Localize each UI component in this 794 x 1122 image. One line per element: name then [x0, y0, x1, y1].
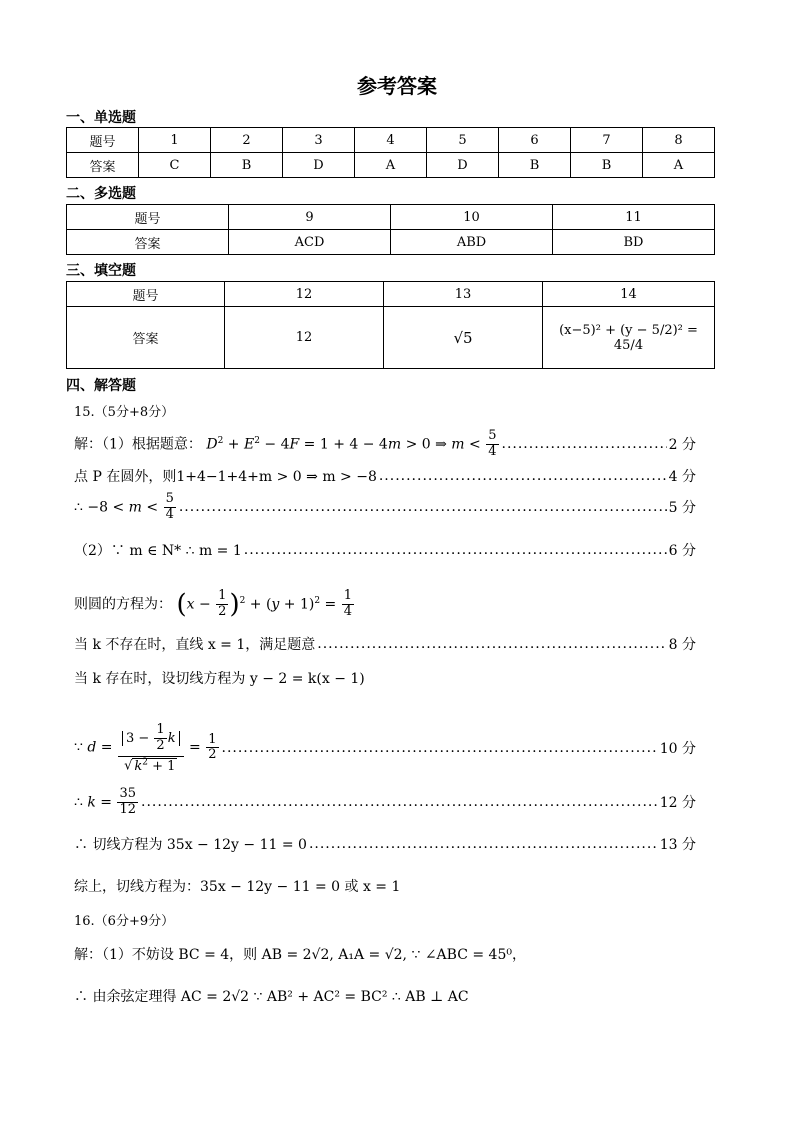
- table-cell: 4: [355, 128, 427, 153]
- q16-line-2: ∴ 由余弦定理得 AC = 2√2 ∵ AB² + AC² = BC² ∴ AB ⊥ AC: [74, 989, 469, 1005]
- table-cell: 8: [643, 128, 715, 153]
- fill-blank-table: [66, 281, 715, 369]
- table-cell: BD: [553, 230, 715, 255]
- table-cell: 答案: [67, 307, 225, 369]
- score-label: 2 分: [668, 437, 696, 453]
- score-label: 13 分: [659, 837, 696, 853]
- q15-line-2: [74, 466, 696, 486]
- table-cell: 1: [139, 128, 211, 153]
- q15-line-6-text: 当 k 不存在时，直线 x = 1，满足题意: [74, 637, 316, 653]
- q15-line-9: ∴ k = $\frac{35}{12}$ ..... 12 分: [74, 782, 696, 822]
- table-row: [67, 205, 715, 230]
- section-heading-fill-blank: 三、填空题: [66, 263, 136, 279]
- table-cell: 题号: [67, 128, 139, 153]
- table-cell: 7: [571, 128, 643, 153]
- table-cell: 题号: [67, 205, 229, 230]
- score-label: 12 分: [659, 795, 696, 811]
- table-cell: D: [283, 153, 355, 178]
- q15-line-4-text: （2）∵ m ∈ N* ∴ m = 1: [74, 543, 242, 559]
- section-heading-solutions: 四、解答题: [66, 378, 136, 394]
- section-heading-single-choice: 一、单选题: [66, 110, 136, 126]
- q15-header: 15.（5分+8分）: [74, 405, 175, 420]
- table-cell: 2: [211, 128, 283, 153]
- table-row: [67, 307, 715, 369]
- q15-line-7: 当 k 存在时，设切线方程为 y − 2 = k(x − 1): [74, 671, 365, 687]
- q15-line-2-text: 点 P 在圆外，则1+4−1+4+m > 0 ⇒ m > −8: [74, 469, 377, 485]
- table-cell: 答案: [67, 230, 229, 255]
- score-label: 6 分: [668, 543, 696, 559]
- section-heading-multi-choice: 二、多选题: [66, 186, 136, 202]
- score-label: 10 分: [659, 741, 696, 757]
- q15-line-11: 综上，切线方程为：35x − 12y − 11 = 0 或 x = 1: [74, 879, 401, 895]
- q15-line-10-text: ∴ 切线方程为 35x − 12y − 11 = 0: [74, 837, 307, 853]
- table-cell: 9: [229, 205, 391, 230]
- table-cell: 10: [391, 205, 553, 230]
- table-cell: 13: [384, 282, 543, 307]
- q15-line-8: ∵ d = 3 − $\frac{1}{2}$ k √ $k^2 + 1$ = $\frac{1}{2}$ ..... 10 分: [74, 710, 696, 786]
- table-cell: A: [355, 153, 427, 178]
- table-cell: 14: [543, 282, 715, 307]
- table-cell: 题号: [67, 282, 225, 307]
- table-row: [67, 153, 715, 178]
- table-cell: D: [427, 153, 499, 178]
- q15-line-4: [74, 540, 696, 560]
- q15-line-5: 则圆的方程为： (x − $\frac{1}{2}$ )$^2 + (y + 1)^2$ = $\frac{1}{4}$: [74, 587, 352, 619]
- table-cell: 3: [283, 128, 355, 153]
- q15-line-6: [74, 634, 696, 654]
- score-label: 8 分: [668, 637, 696, 653]
- table-row: [67, 128, 715, 153]
- q15-line-1-prefix: 解：（1）根据题意：: [74, 436, 202, 452]
- table-row: [67, 282, 715, 307]
- table-cell: 6: [499, 128, 571, 153]
- q15-line-5-prefix: 则圆的方程为：: [74, 596, 172, 612]
- table-cell: 11: [553, 205, 715, 230]
- score-label: 4 分: [668, 469, 696, 485]
- multi-choice-table: [66, 204, 715, 255]
- table-cell: A: [643, 153, 715, 178]
- table-cell: B: [571, 153, 643, 178]
- table-cell: (x−5)² + (y − 5/2)² = 45/4: [543, 307, 715, 369]
- table-cell: C: [139, 153, 211, 178]
- table-cell: ACD: [229, 230, 391, 255]
- table-cell: B: [499, 153, 571, 178]
- q15-line-10: [74, 834, 696, 854]
- table-cell: 12: [225, 307, 384, 369]
- score-label: 5 分: [668, 500, 696, 516]
- table-cell: B: [211, 153, 283, 178]
- page-title: 参考答案: [357, 74, 437, 98]
- q16-line-1: 解：（1）不妨设 BC = 4，则 AB = 2√2, A₁A = √2, ∵ ∠ABC = 45⁰，: [74, 947, 526, 963]
- table-cell: ABD: [391, 230, 553, 255]
- q15-line-1: 解：（1）根据题意： $D^2 + E^2 - 4F = 1 + 4 - 4m > 0$ ⇒ m < $\frac{5}{4}$ ..... 2 分: [74, 424, 696, 464]
- table-cell: 答案: [67, 153, 139, 178]
- table-cell: 5: [427, 128, 499, 153]
- table-cell: 12: [225, 282, 384, 307]
- q15-line-3: ∴ −8 < m < $\frac{5}{4}$ ..... 5 分: [74, 487, 696, 527]
- table-row: [67, 230, 715, 255]
- single-choice-table: [66, 127, 715, 178]
- q16-header: 16.（6分+9分）: [74, 914, 175, 929]
- table-cell: √5: [384, 307, 543, 369]
